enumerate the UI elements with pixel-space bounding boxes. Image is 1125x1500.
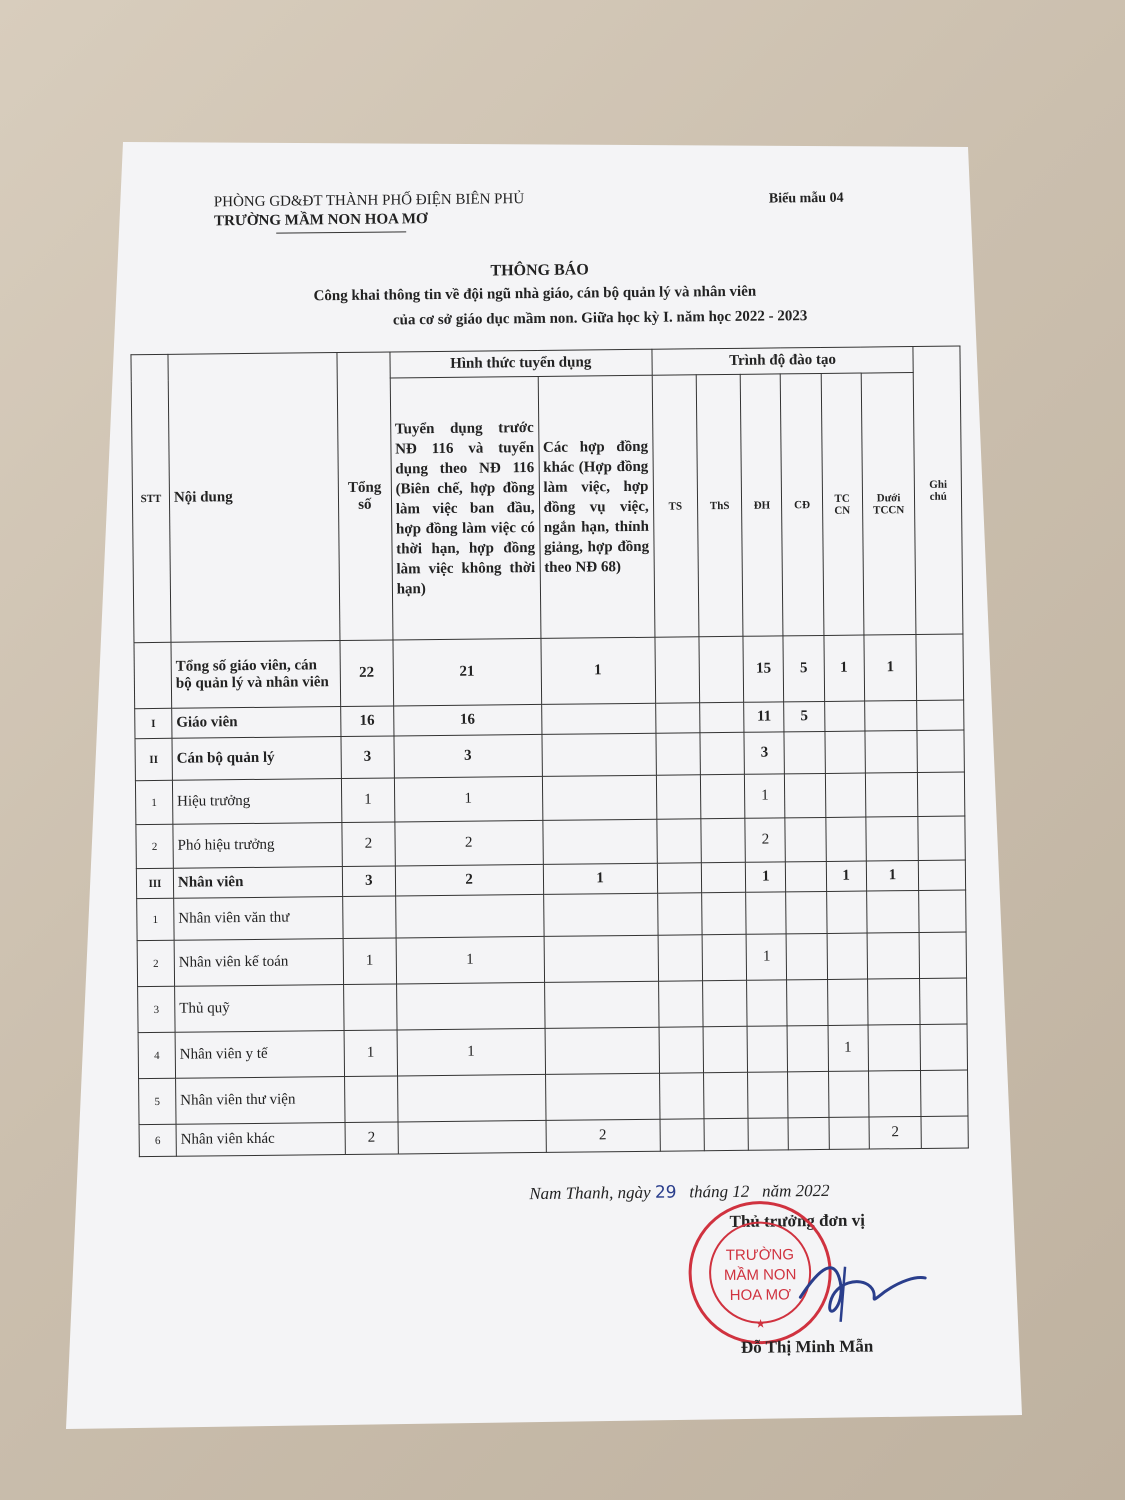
- table-cell-content: Thủ quỹ: [175, 985, 344, 1033]
- school-name: TRƯỜNG MẦM NON HOA MƠ: [213, 211, 428, 230]
- table-cell-r2: 1: [541, 637, 656, 704]
- table-cell-total: 2: [342, 822, 395, 867]
- table-cell-stt: 4: [138, 1032, 175, 1078]
- date-prefix: Nam Thanh, ngày: [529, 1182, 651, 1204]
- table-cell-content: Nhân viên y tế: [175, 1031, 344, 1079]
- table-cell-total: 1: [341, 778, 394, 823]
- table-cell-note: [920, 932, 967, 978]
- table-cell-r2: [542, 733, 656, 776]
- table-cell-dh: [748, 1118, 788, 1150]
- table-cell-tccn: [828, 1071, 869, 1117]
- table-body: [134, 634, 968, 1157]
- header-recruit-1: Tuyển dụng trước NĐ 116 và tuyển dụng theo NĐ 116 (Biên chế, hợp đồng làm việc ban đầu, hợp đồng làm việc có thời hạn, hợp đồng làm việc không thời hạn): [390, 376, 541, 640]
- table-cell-r2: 2: [546, 1119, 660, 1152]
- table-cell-r1: 2: [395, 864, 543, 896]
- date-day: 29: [654, 1182, 677, 1203]
- table-cell-ts: [656, 733, 701, 775]
- table-cell-note: [919, 860, 966, 890]
- table-cell-cd: [786, 891, 827, 933]
- document-page: [88, 145, 981, 1424]
- header-left: [214, 190, 525, 234]
- table-cell-dh: [747, 980, 788, 1026]
- department-name: PHÒNG GD&ĐT THÀNH PHỐ ĐIỆN BIÊN PHỦ: [213, 191, 525, 211]
- header-duoi-tccn: Dưới TCCN: [861, 373, 917, 636]
- table-cell-r2: [542, 775, 657, 820]
- table-cell-content: Nhân viên kế toán: [174, 939, 343, 987]
- table-cell-tccn: [824, 731, 865, 773]
- table-cell-tccn: 1: [826, 861, 866, 891]
- header-ts: TS: [652, 375, 699, 637]
- header-recruit-2: Các hợp đồng khác (Hợp đồng làm việc, hợp đồng vụ việc, ngắn hạn, thỉnh giảng, hợp đồng theo NĐ 68): [538, 375, 655, 638]
- table-cell-stt: 1: [137, 898, 174, 940]
- table-cell-stt: 3: [138, 986, 175, 1032]
- table-cell-dh: [748, 1072, 789, 1118]
- table-cell-stt: II: [135, 738, 172, 780]
- table-cell-ts: [657, 863, 702, 893]
- table-cell-ths: [704, 1118, 749, 1150]
- table-cell-duoi: [864, 700, 917, 731]
- table-cell-duoi: [868, 1070, 921, 1117]
- table-cell-ths: [700, 774, 745, 818]
- table-cell-content: Nhân viên thư viện: [176, 1077, 345, 1125]
- table-cell-cd: [786, 861, 826, 891]
- table-cell-content: Phó hiệu trưởng: [173, 823, 342, 869]
- table-cell-ts: [655, 703, 700, 733]
- table-cell-cd: [784, 731, 825, 773]
- table-cell-r1: 1: [397, 1028, 545, 1076]
- table-cell-ths: [703, 1072, 748, 1118]
- table-cell-r1: [397, 1074, 545, 1122]
- table-cell-ts: [659, 1027, 704, 1073]
- table-cell-stt: I: [135, 708, 172, 738]
- signer-name: Đỗ Thị Minh Mẫn: [740, 1336, 874, 1357]
- document-title: THÔNG BÁO: [490, 261, 589, 280]
- table-cell-r2: [545, 1073, 660, 1120]
- table-cell-duoi: 2: [869, 1116, 922, 1149]
- table-cell-dh: 15: [743, 636, 784, 702]
- table-cell-cd: [785, 817, 826, 861]
- table-cell-tccn: 1: [823, 635, 864, 701]
- table-cell-tccn: [829, 1117, 869, 1149]
- table-cell-note: [920, 978, 967, 1024]
- table-cell-r2: [541, 703, 655, 734]
- header-ths: ThS: [696, 374, 743, 636]
- year-label: năm 2022: [761, 1180, 830, 1201]
- table-cell-ths: [702, 934, 747, 980]
- table-cell-note: [917, 730, 964, 772]
- header-recruit-group: Hình thức tuyển dụng: [390, 349, 652, 378]
- table-cell-duoi: [866, 890, 919, 933]
- header-content: Nội dung: [168, 353, 340, 643]
- table-cell-dh: 11: [744, 702, 784, 732]
- table-cell-tccn: [825, 817, 866, 861]
- month-label: tháng: [689, 1182, 729, 1202]
- table-cell-ts: [660, 1119, 705, 1151]
- table-cell-r1: [396, 982, 544, 1030]
- table-cell-duoi: [867, 978, 920, 1025]
- table-cell-dh: 3: [744, 732, 785, 774]
- table-cell-r2: 1: [543, 863, 657, 894]
- svg-text:★: ★: [755, 1316, 767, 1331]
- header-edu-group: Trình độ đào tạo: [652, 347, 914, 376]
- table-cell-r1: [398, 1120, 546, 1154]
- table-cell-duoi: 1: [864, 634, 917, 701]
- table-cell-ts: [658, 935, 703, 981]
- header-underline: [276, 231, 406, 233]
- table-row: [134, 634, 964, 709]
- table-cell-note: [921, 1070, 968, 1116]
- table-cell-tccn: [826, 891, 867, 933]
- table-cell-stt: [134, 642, 172, 708]
- table-cell-total: 2: [345, 1122, 398, 1155]
- table-cell-dh: 1: [745, 774, 786, 818]
- table-cell-cd: [786, 933, 827, 979]
- table-cell-r2: [545, 1027, 660, 1074]
- table-cell-ths: [702, 980, 747, 1026]
- table-cell-total: [343, 896, 396, 939]
- table-cell-duoi: [866, 816, 919, 861]
- table-cell-ts: [659, 1073, 704, 1119]
- table-cell-duoi: [865, 772, 918, 817]
- signature-icon: [790, 1246, 931, 1327]
- table-cell-total: 1: [344, 1030, 397, 1077]
- header-tccn: TC CN: [821, 373, 864, 635]
- table-cell-ts: [655, 637, 700, 703]
- table-cell-tccn: [825, 773, 866, 817]
- document-subtitle-1: Công khai thông tin về đội ngũ nhà giáo, cán bộ quản lý và nhân viên: [313, 283, 757, 305]
- table-cell-note: [916, 634, 963, 700]
- table-cell-total: [344, 1076, 397, 1123]
- table-cell-ts: [657, 893, 702, 935]
- table-cell-ths: [700, 732, 745, 774]
- svg-text:MẦM NON: MẦM NON: [723, 1266, 797, 1285]
- table-cell-stt: 1: [135, 780, 172, 824]
- table-cell-cd: [788, 1071, 829, 1117]
- header-total: Tổng số: [337, 352, 393, 641]
- table-cell-r1: 1: [396, 936, 544, 984]
- table-cell-content: Nhân viên văn thư: [174, 897, 343, 941]
- table-cell-content: Tổng số giáo viên, cán bộ quản lý và nhân viên: [171, 641, 341, 709]
- table-cell-tccn: 1: [828, 1025, 869, 1071]
- table-cell-stt: 2: [137, 940, 174, 986]
- table-cell-r2: [542, 819, 657, 864]
- document-subtitle-2: của cơ sở giáo dục mầm non. Giữa học kỳ I. năm học 2022 - 2023: [392, 308, 808, 329]
- table-cell-r2: [544, 981, 659, 1028]
- table-cell-content: Cán bộ quản lý: [172, 737, 341, 781]
- table-cell-duoi: [865, 730, 918, 773]
- table-cell-note: [918, 772, 965, 816]
- table-cell-dh: 2: [745, 818, 786, 862]
- table-cell-r1: 3: [394, 734, 542, 778]
- header-cd: CĐ: [781, 373, 824, 635]
- table-cell-total: 3: [342, 866, 395, 897]
- table-cell-r2: [543, 893, 657, 936]
- table-cell-ths: [701, 862, 746, 892]
- table-cell-cd: [788, 1117, 828, 1149]
- table-cell-cd: [787, 1025, 828, 1071]
- table-cell-note: [917, 700, 964, 730]
- table-cell-ths: [703, 1026, 748, 1072]
- header-stt: STT: [131, 354, 171, 642]
- table-cell-stt: 6: [139, 1124, 176, 1156]
- table-cell-ths: [699, 636, 744, 702]
- table-cell-total: 1: [343, 938, 396, 985]
- table-cell-total: 22: [340, 640, 393, 707]
- table-cell-cd: [785, 773, 826, 817]
- table-cell-r1: [395, 894, 543, 938]
- table-cell-dh: 1: [746, 862, 786, 892]
- table-cell-total: [343, 984, 396, 1031]
- table-cell-note: [919, 890, 966, 932]
- table-cell-ths: [701, 818, 746, 862]
- table-cell-content: Hiệu trưởng: [172, 779, 341, 825]
- table-cell-cd: 5: [784, 701, 824, 731]
- header-note: Ghi chú: [913, 346, 963, 634]
- table-cell-ts: [658, 981, 703, 1027]
- table-cell-total: 3: [341, 736, 394, 779]
- date-month: 12: [732, 1181, 750, 1201]
- table-cell-ts: [656, 819, 701, 863]
- table-cell-duoi: 1: [866, 860, 919, 891]
- table-cell-tccn: [827, 979, 868, 1025]
- table-cell-stt: III: [136, 868, 173, 898]
- table-cell-cd: 5: [783, 635, 824, 701]
- table-cell-note: [918, 816, 965, 860]
- table-cell-r1: 2: [395, 820, 543, 866]
- table-cell-tccn: [824, 701, 864, 731]
- table-cell-cd: [787, 979, 828, 1025]
- table-cell-note: [920, 1024, 967, 1070]
- table-cell-content: Nhân viên khác: [176, 1123, 345, 1157]
- staff-table: [130, 346, 968, 1158]
- table-cell-dh: 1: [746, 934, 787, 980]
- header-dh: ĐH: [740, 374, 783, 636]
- table-cell-r1: 16: [393, 704, 541, 736]
- table-cell-stt: 2: [136, 824, 173, 868]
- table-cell-duoi: [867, 932, 920, 979]
- table-cell-dh: [746, 892, 787, 934]
- form-number: Biểu mẫu 04: [768, 190, 844, 207]
- table-cell-total: 16: [341, 706, 394, 737]
- table-cell-tccn: [827, 933, 868, 979]
- table-cell-ts: [656, 775, 701, 819]
- table-cell-r2: [544, 935, 659, 982]
- table-cell-note: [921, 1116, 968, 1148]
- table-cell-r1: 1: [394, 776, 542, 822]
- table-cell-content: Giáo viên: [172, 707, 341, 739]
- table-cell-duoi: [868, 1024, 921, 1071]
- svg-text:HOA MƠ: HOA MƠ: [729, 1286, 792, 1304]
- table-cell-ths: [700, 702, 745, 732]
- table-cell-stt: 5: [139, 1078, 176, 1124]
- table-cell-r1: 21: [393, 638, 542, 706]
- table-cell-ths: [702, 892, 747, 934]
- signer-title: Thủ trưởng đơn vị: [729, 1210, 866, 1231]
- table-cell-content: Nhân viên: [173, 867, 342, 899]
- table-cell-dh: [747, 1026, 788, 1072]
- svg-text:TRƯỜNG: TRƯỜNG: [725, 1246, 795, 1265]
